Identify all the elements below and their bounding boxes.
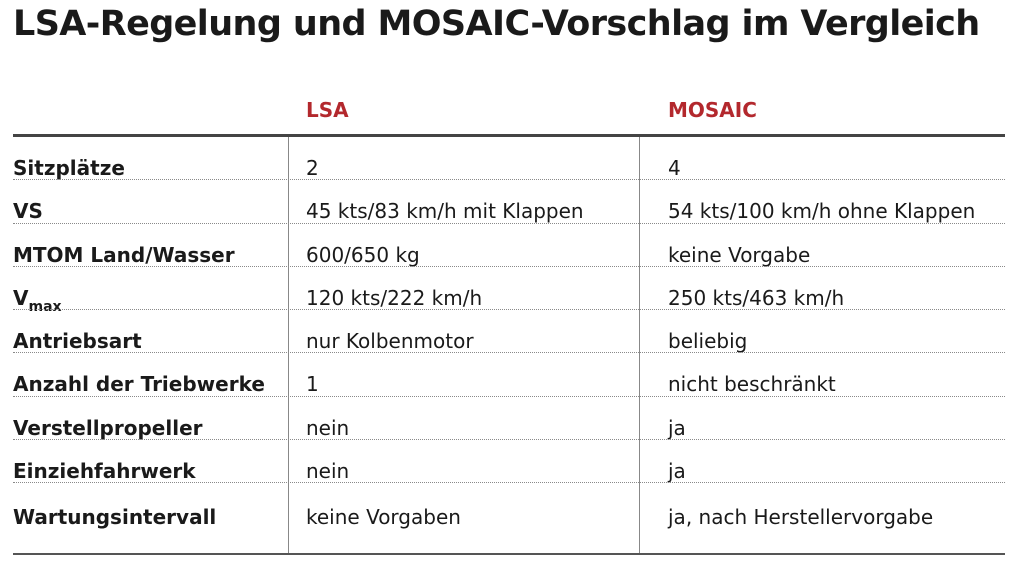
mosaic-value: ja — [668, 458, 686, 483]
table-row — [0, 483, 1024, 553]
page-title: LSA-Regelung und MOSAIC-Vorschlag im Vergleich — [13, 4, 980, 44]
lsa-value: 600/650 kg — [306, 242, 420, 267]
lsa-value: 2 — [306, 156, 319, 180]
row-label: Antriebsart — [13, 329, 142, 353]
mosaic-value: nicht beschränkt — [668, 372, 836, 397]
row-label: MTOM Land/Wasser — [13, 242, 235, 267]
row-label: Sitzplätze — [13, 156, 125, 180]
row-label: Einziehfahrwerk — [13, 458, 196, 483]
table-row — [0, 137, 1024, 180]
row-label: Wartungsintervall — [13, 505, 217, 529]
mosaic-value: ja — [668, 415, 686, 440]
row-label-subscript: max — [28, 298, 62, 315]
column-header-mosaic: MOSAIC — [668, 98, 757, 122]
row-label: VS — [13, 199, 43, 224]
lsa-value: 120 kts/222 km/h — [306, 285, 483, 310]
row-label: Verstellpropeller — [13, 415, 203, 440]
column-header-lsa: LSA — [306, 98, 349, 122]
comparison-table — [0, 137, 1024, 553]
mosaic-value: keine Vorgabe — [668, 242, 811, 267]
row-label: Anzahl der Triebwerke — [13, 372, 265, 397]
mosaic-value: ja, nach Herstellervorgabe — [668, 505, 934, 529]
table-row — [0, 440, 1024, 483]
mosaic-value: 250 kts/463 km/h — [668, 285, 845, 310]
lsa-value: nur Kolbenmotor — [306, 329, 474, 353]
mosaic-value: 54 kts/100 km/h ohne Klappen — [668, 199, 976, 224]
table-row — [0, 397, 1024, 440]
mosaic-value: 4 — [668, 156, 681, 180]
lsa-value: keine Vorgaben — [306, 505, 461, 529]
row-label-main: V — [13, 285, 29, 310]
table-row — [0, 224, 1024, 267]
table-bottom-rule — [13, 553, 1005, 555]
table-row — [0, 353, 1024, 396]
table-row — [0, 310, 1024, 353]
lsa-value: 45 kts/83 km/h mit Klappen — [306, 199, 584, 224]
mosaic-value: beliebig — [668, 329, 748, 353]
table-row — [0, 180, 1024, 223]
lsa-value: 1 — [306, 372, 319, 397]
lsa-value: nein — [306, 415, 350, 440]
table-row — [0, 267, 1024, 315]
lsa-value: nein — [306, 458, 350, 483]
